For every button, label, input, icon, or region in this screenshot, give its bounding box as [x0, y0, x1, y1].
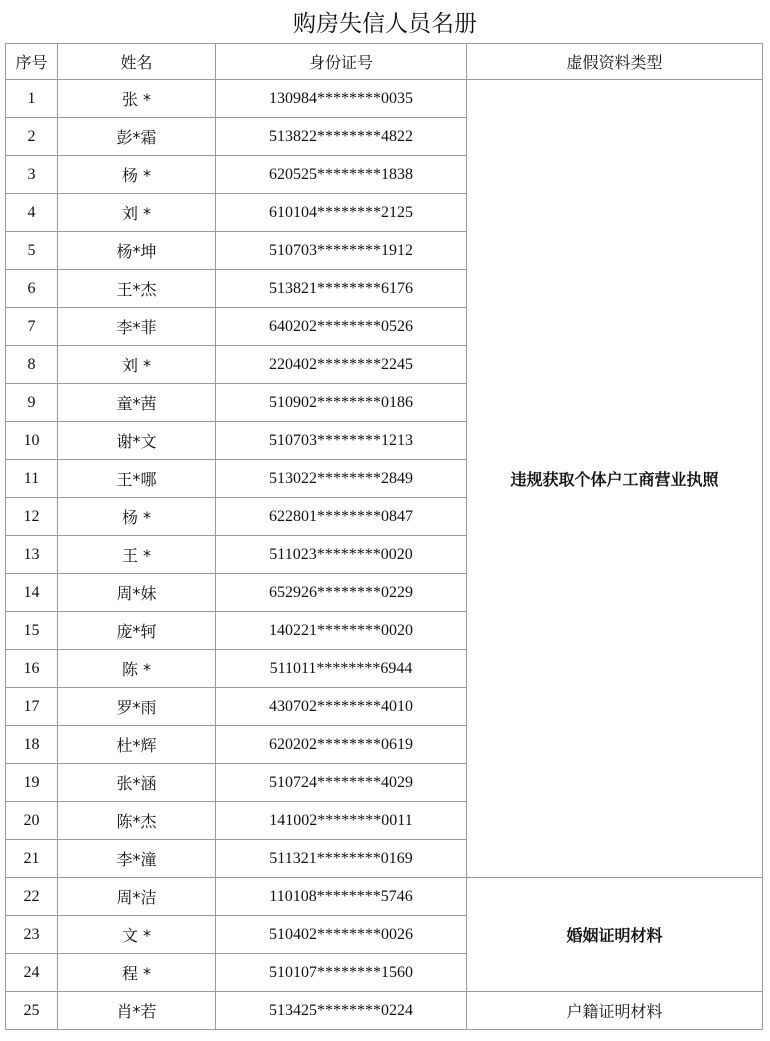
row-name: 庞*轲 — [58, 612, 216, 650]
page-title: 购房失信人员名册 — [293, 11, 477, 37]
row-name: 陈 * — [58, 650, 216, 688]
row-name: 周*妹 — [58, 574, 216, 612]
row-index: 22 — [6, 878, 58, 916]
header-fraud-type: 虚假资料类型 — [467, 44, 763, 80]
row-id-number: 510107********1560 — [216, 954, 467, 992]
row-name: 王*哪 — [58, 460, 216, 498]
row-index: 23 — [6, 916, 58, 954]
row-index: 17 — [6, 688, 58, 726]
row-index: 3 — [6, 156, 58, 194]
row-name: 刘 * — [58, 194, 216, 232]
table-body — [6, 80, 763, 1030]
row-name: 杨 * — [58, 498, 216, 536]
row-name: 王*杰 — [58, 270, 216, 308]
row-name: 肖*若 — [58, 992, 216, 1030]
row-index: 12 — [6, 498, 58, 536]
row-id-number: 511023********0020 — [216, 536, 467, 574]
row-index: 25 — [6, 992, 58, 1030]
row-name: 杜*辉 — [58, 726, 216, 764]
row-index: 10 — [6, 422, 58, 460]
row-name: 张*涵 — [58, 764, 216, 802]
row-name: 杨*坤 — [58, 232, 216, 270]
table-header-row — [6, 44, 763, 80]
row-id-number: 620202********0619 — [216, 726, 467, 764]
header-name: 姓名 — [58, 44, 216, 80]
row-id-number: 510902********0186 — [216, 384, 467, 422]
row-index: 24 — [6, 954, 58, 992]
row-id-number: 220402********2245 — [216, 346, 467, 384]
row-name: 程 * — [58, 954, 216, 992]
row-index: 4 — [6, 194, 58, 232]
row-id-number: 620525********1838 — [216, 156, 467, 194]
fraud-type-cell: 违规获取个体户工商营业执照 — [467, 80, 763, 878]
row-id-number: 510402********0026 — [216, 916, 467, 954]
row-name: 彭*霜 — [58, 118, 216, 156]
row-index: 20 — [6, 802, 58, 840]
row-id-number: 140221********0020 — [216, 612, 467, 650]
row-index: 11 — [6, 460, 58, 498]
row-id-number: 640202********0526 — [216, 308, 467, 346]
row-index: 1 — [6, 80, 58, 118]
row-id-number: 430702********4010 — [216, 688, 467, 726]
row-id-number: 610104********2125 — [216, 194, 467, 232]
row-name: 张 * — [58, 80, 216, 118]
row-index: 2 — [6, 118, 58, 156]
row-id-number: 513821********6176 — [216, 270, 467, 308]
row-index: 5 — [6, 232, 58, 270]
row-index: 19 — [6, 764, 58, 802]
row-id-number: 652926********0229 — [216, 574, 467, 612]
blacklist-table — [5, 43, 763, 1030]
row-index: 14 — [6, 574, 58, 612]
row-id-number: 511011********6944 — [216, 650, 467, 688]
row-id-number: 510724********4029 — [216, 764, 467, 802]
row-name: 童*茜 — [58, 384, 216, 422]
fraud-type-cell: 婚姻证明材料 — [467, 878, 763, 992]
row-index: 21 — [6, 840, 58, 878]
row-id-number: 622801********0847 — [216, 498, 467, 536]
row-id-number: 110108********5746 — [216, 878, 467, 916]
table-row — [6, 992, 763, 1030]
table-row — [6, 878, 763, 916]
row-name: 李*菲 — [58, 308, 216, 346]
row-name: 谢*文 — [58, 422, 216, 460]
row-id-number: 513822********4822 — [216, 118, 467, 156]
header-id-number: 身份证号 — [216, 44, 467, 80]
row-id-number: 510703********1213 — [216, 422, 467, 460]
row-index: 9 — [6, 384, 58, 422]
fraud-type-cell: 户籍证明材料 — [467, 992, 763, 1030]
row-name: 陈*杰 — [58, 802, 216, 840]
row-name: 文 * — [58, 916, 216, 954]
row-index: 6 — [6, 270, 58, 308]
row-index: 7 — [6, 308, 58, 346]
row-id-number: 141002********0011 — [216, 802, 467, 840]
row-index: 16 — [6, 650, 58, 688]
row-index: 18 — [6, 726, 58, 764]
row-id-number: 511321********0169 — [216, 840, 467, 878]
row-index: 15 — [6, 612, 58, 650]
row-id-number: 513425********0224 — [216, 992, 467, 1030]
row-name: 刘 * — [58, 346, 216, 384]
row-name: 周*洁 — [58, 878, 216, 916]
table-row — [6, 80, 763, 118]
row-id-number: 130984********0035 — [216, 80, 467, 118]
row-name: 杨 * — [58, 156, 216, 194]
row-name: 王 * — [58, 536, 216, 574]
row-id-number: 513022********2849 — [216, 460, 467, 498]
row-name: 李*潼 — [58, 840, 216, 878]
row-id-number: 510703********1912 — [216, 232, 467, 270]
row-index: 13 — [6, 536, 58, 574]
row-name: 罗*雨 — [58, 688, 216, 726]
row-index: 8 — [6, 346, 58, 384]
header-index: 序号 — [6, 44, 58, 80]
